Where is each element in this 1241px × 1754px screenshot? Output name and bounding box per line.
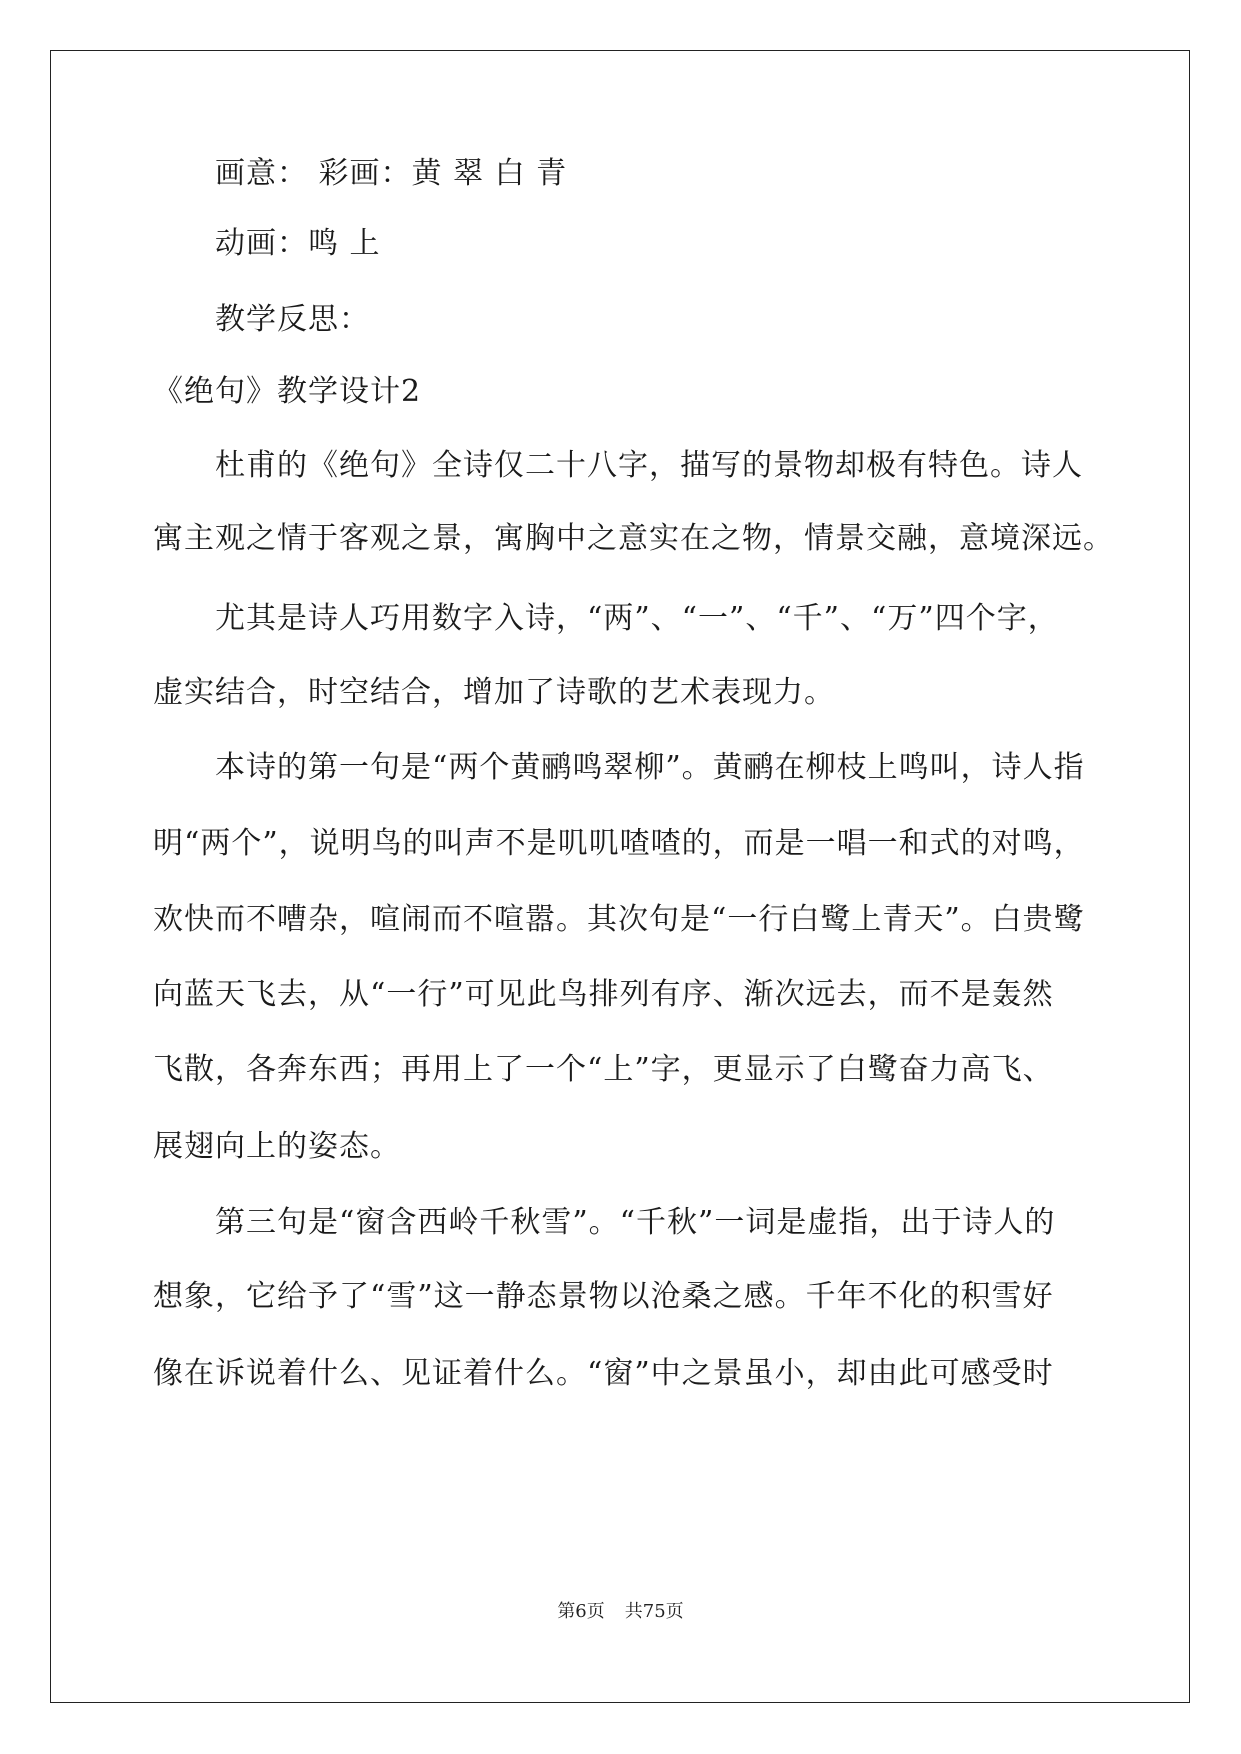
text-line: 向蓝天飞去，从“一行”可见此鸟排列有序、渐次远去，而不是轰然 <box>153 977 1054 1012</box>
section-title: 《绝句》教学设计2 <box>153 374 422 409</box>
page-total: 共75页 <box>624 1601 684 1622</box>
text-line: 虚实结合，时空结合，增加了诗歌的艺术表现力。 <box>153 675 835 710</box>
page-footer <box>0 1600 1241 1624</box>
text-line: 明“两个”，说明鸟的叫声不是叽叽喳喳的，而是一唱一和式的对鸣， <box>153 826 1085 861</box>
text-line: 动画：鸣 上 <box>215 226 381 261</box>
text-line: 寓主观之情于客观之景，寓胸中之意实在之物，情景交融，意境深远。 <box>153 521 1114 556</box>
text-line: 杜甫的《绝句》全诗仅二十八字，描写的景物却极有特色。诗人 <box>215 448 1083 483</box>
text-line: 想象，它给予了“雪”这一静态景物以沧桑之感。千年不化的积雪好 <box>153 1279 1054 1314</box>
text-line: 画意： 彩画：黄 翠 白 青 <box>215 156 568 191</box>
text-line: 教学反思： <box>215 302 370 337</box>
text-line: 展翅向上的姿态。 <box>153 1129 401 1164</box>
page-frame <box>50 50 1190 1703</box>
page-number: 第6页 <box>557 1601 605 1622</box>
text-line: 本诗的第一句是“两个黄鹂鸣翠柳”。黄鹂在柳枝上鸣叫，诗人指 <box>215 750 1085 785</box>
text-line: 欢快而不嘈杂，喧闹而不喧嚣。其次句是“一行白鹭上青天”。白贵鹭 <box>153 902 1085 937</box>
text-line: 第三句是“窗含西岭千秋雪”。“千秋”一词是虚指，出于诗人的 <box>215 1205 1056 1240</box>
text-line: 尤其是诗人巧用数字入诗，“两”、“一”、“千”、“万”四个字， <box>215 601 1059 636</box>
text-line: 飞散，各奔东西；再用上了一个“上”字，更显示了白鹭奋力高飞、 <box>153 1052 1054 1087</box>
text-line: 像在诉说着什么、见证着什么。“窗”中之景虽小，却由此可感受时 <box>153 1356 1054 1391</box>
